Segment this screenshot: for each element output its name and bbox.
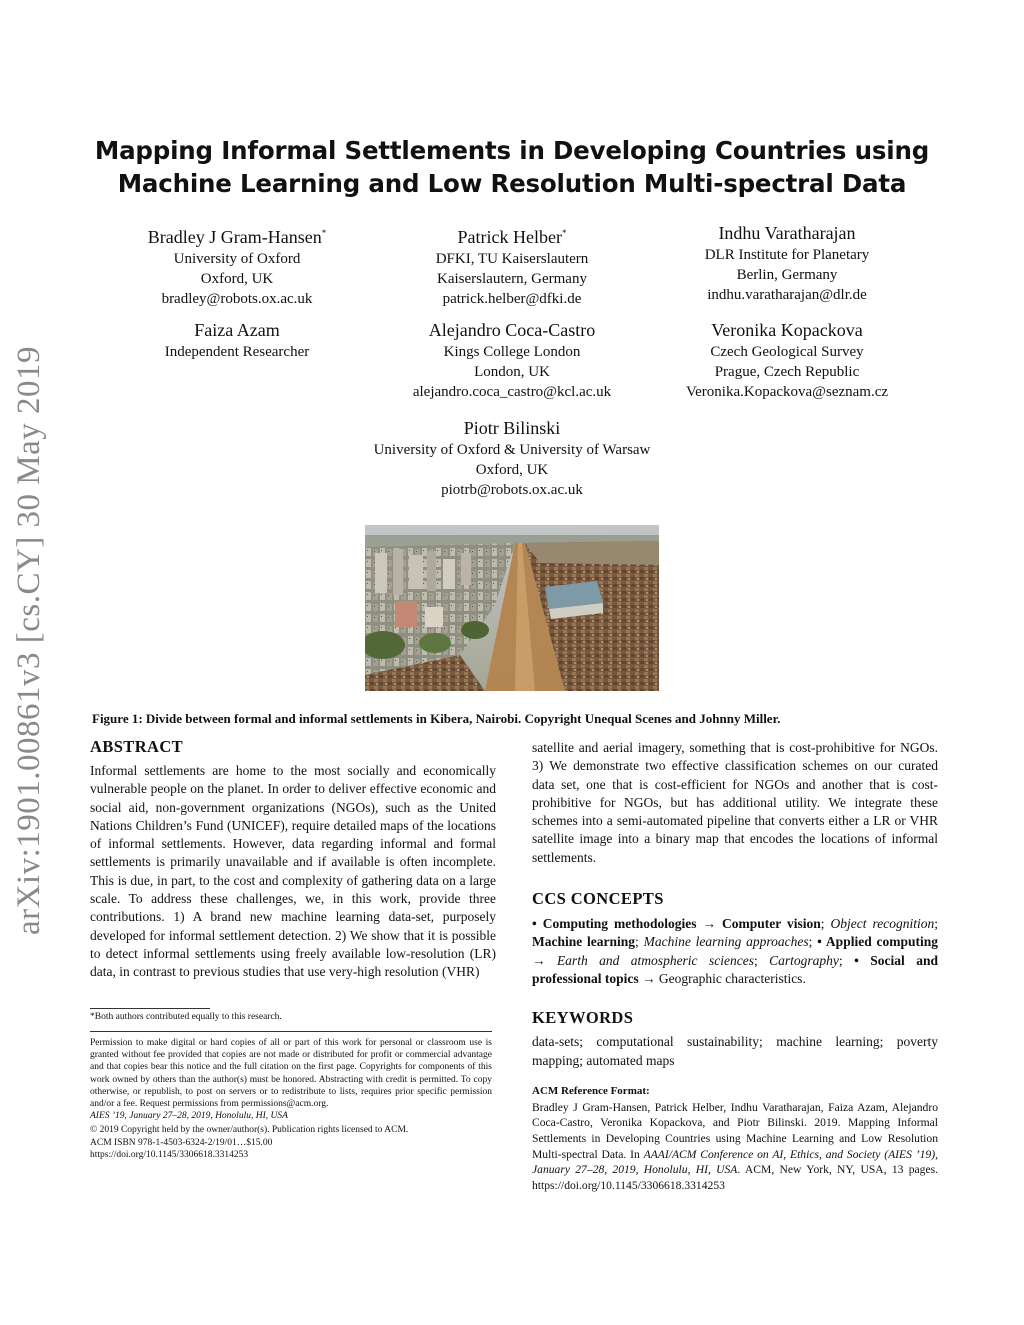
author-location: London, UK [474, 364, 550, 380]
title-line-1: Mapping Informal Settlements in Developing Countries using [94, 136, 930, 165]
author-affiliation: Kings College London [443, 344, 581, 360]
footnote-rule [90, 1008, 210, 1009]
arxiv-stamp [0, 340, 60, 940]
equal-contribution-mark: * [321, 228, 327, 238]
author-name: Patrick Helber [457, 227, 562, 247]
author-name: Faiza Azam [194, 320, 280, 340]
author-email[interactable]: Veronika.Kopackova@seznam.cz [685, 384, 889, 400]
author-location: Oxford, UK [475, 462, 549, 478]
permission-rule [90, 1031, 492, 1032]
equal-contribution-mark: * [561, 228, 567, 238]
reference-heading: ACM Reference Format: [532, 1084, 650, 1097]
ccs-heading: CCS CONCEPTS [532, 889, 664, 909]
keywords-text: data-sets; computational sustainability; machine learning; poverty mapping; automated maps [532, 1034, 938, 1068]
author-name: Piotr Bilinski [463, 418, 561, 438]
permission-block [90, 1037, 492, 1161]
venue-line: AIES ’19, January 27–28, 2019, Honolulu, HI, USA [90, 1111, 288, 1122]
figure-caption: Figure 1: Divide between formal and informal settlements in Kibera, Nairobi. Copyright Unequal Scenes and Johnny Miller. [92, 711, 781, 726]
author-affiliation: DFKI, TU Kaiserslautern [435, 251, 589, 267]
author-name: Bradley J Gram-Hansen [147, 227, 322, 247]
author-email[interactable]: bradley@robots.ox.ac.uk [161, 291, 313, 307]
author-block-1 [87, 221, 387, 309]
aerial-photo-illustration [365, 525, 659, 691]
author-affiliation: Czech Geological Survey [710, 344, 864, 360]
abstract-continued: satellite and aerial imagery, something that is cost-prohibitive for NGOs. 3) We demonstrate two effective classification schemes on our curated data set, one that is cost-efficient for NGOs and another that is cost-prohibitive for NGOs, but has additional utility. We integrate these schemes into a semi-automated pipeline that converts either a LR or VHR satellite image into a binary map that encodes the locations of informal settlements. [532, 740, 938, 865]
author-affiliation: University of Oxford [173, 251, 301, 267]
right-column [532, 739, 938, 1193]
author-name: Indhu Varatharajan [718, 223, 856, 243]
author-name: Alejandro Coca-Castro [428, 320, 596, 340]
author-location: Kaiserslautern, Germany [437, 271, 587, 287]
footnote-text: *Both authors contributed equally to this research. [90, 1012, 282, 1022]
author-location: Oxford, UK [200, 271, 274, 287]
ccs-concepts: • Computing methodologies → Computer vision; Object recognition; Machine learning; Machine learning approaches; • Applied computing → Earth and atmospheric sciences; Cartography; • Social and professional topics → Geographic characteristics. [532, 916, 938, 986]
arxiv-id: arXiv:1901.00861v3 [cs.CY] 30 May 2019 [11, 345, 48, 935]
copyright-line: © 2019 Copyright held by the owner/author(s). Publication rights licensed to ACM. [90, 1125, 409, 1136]
author-email[interactable]: piotrb@robots.ox.ac.uk [441, 482, 583, 498]
author-location: Prague, Czech Republic [714, 364, 860, 380]
author-email[interactable]: patrick.helber@dfki.de [442, 291, 582, 307]
keywords-heading: KEYWORDS [532, 1008, 634, 1028]
permission-text: Permission to make digital or hard copies of all or part of this work for personal or classroom use is granted without fee provided that copies are not made or distributed for profit or commercial advantage and that copies bear this notice and the full citation on the first page. Copyrights for components of this work owned by others than the author(s) must be honored. Abstracting with credit is permitted. To copy otherwise, or republish, to post on servers or to redistribute to lists, requires prior specific permission and/or a fee. Request permissions from permissions@acm.org. [90, 1038, 492, 1110]
author-name: Veronika Kopackova [711, 320, 863, 340]
footnote [90, 1011, 496, 1023]
author-affiliation: DLR Institute for Planetary [704, 247, 870, 263]
paper-title [90, 134, 934, 200]
figure-kibera-photo [365, 525, 659, 691]
author-email[interactable]: alejandro.coca_castro@kcl.ac.uk [412, 384, 612, 400]
reference-text: Bradley J Gram-Hansen, Patrick Helber, Indhu Varatharajan, Faiza Azam, Alejandro Coca-Castro, Veronika Kopackova, and Piotr Bilinski. 2019. Mapping Informal Settlements in Developing Countries using Machine Learning and Low Resolution Multi-spectral Data. In AAAI/ACM Conference on AI, Ethics, and Society (AIES ’19), January 27–28, 2019, Honolulu, HI, USA. ACM, New York, NY, USA, 13 pages. https://doi.org/10.1145/3306618.3314253 [532, 1100, 938, 1192]
left-column [90, 737, 496, 982]
author-block-2 [362, 221, 662, 309]
author-block-7 [312, 416, 712, 500]
doi-line[interactable]: https://doi.org/10.1145/3306618.3314253 [90, 1149, 249, 1160]
title-line-2: Machine Learning and Low Resolution Multi-spectral Data [117, 169, 907, 198]
author-block-4 [87, 318, 387, 362]
author-affiliation: Independent Researcher [164, 344, 310, 360]
author-block-6 [637, 318, 937, 402]
author-block-5 [362, 318, 662, 402]
author-location: Berlin, Germany [736, 267, 838, 283]
abstract-heading: ABSTRACT [90, 737, 184, 756]
abstract-text: Informal settlements are home to the most socially and economically vulnerable people on the planet. In order to deliver effective economic and social aid, non-government organizations (NGOs), such as the United Nations Children’s Fund (UNICEF), require detailed maps of the locations of informal settlements. However, data regarding informal and formal settlements is primarily unavailable and if available is often incomplete. This is due, in part, to the cost and complexity of gathering data on a large scale. To address these challenges, we, in this work, provide three contributions. 1) A brand new machine learning data-set, purposely developed for informal settlement detection. 2) We show that it is possible to detect informal settlements using freely available low-resolution (LR) data, in contrast to previous studies that use very-high resolution (VHR) [90, 763, 496, 980]
author-affiliation: University of Oxford & University of Warsaw [373, 442, 651, 458]
author-block-3 [637, 221, 937, 305]
isbn-line: ACM ISBN 978-1-4503-6324-2/19/01…$15.00 [90, 1137, 273, 1148]
author-email[interactable]: indhu.varatharajan@dlr.de [707, 287, 867, 303]
